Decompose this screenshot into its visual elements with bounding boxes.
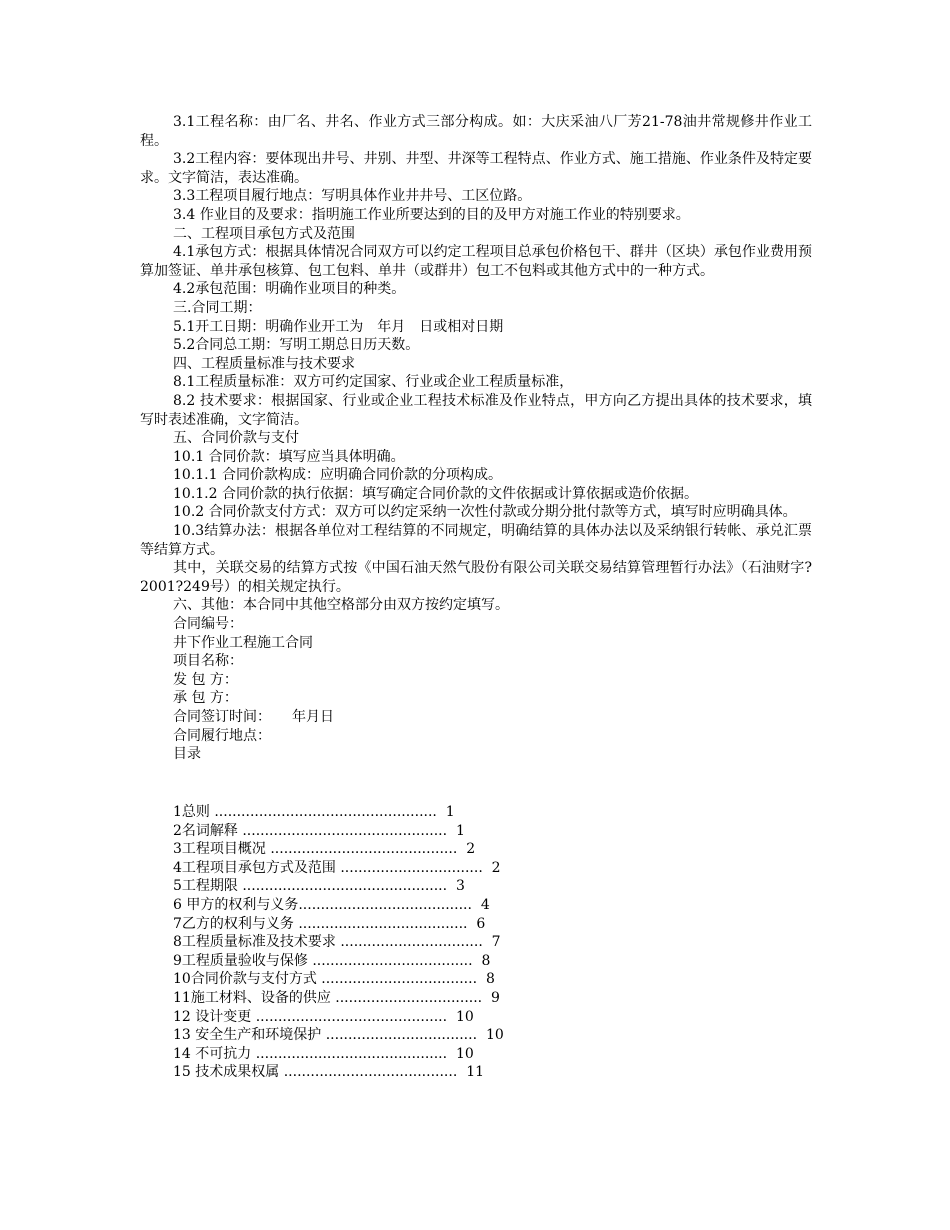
paragraph-8-1: 8.1工程质量标准：双方可约定国家、行业或企业工程质量标准， bbox=[173, 374, 574, 391]
toc-entry bbox=[173, 952, 504, 971]
signing-date-label: 合同签订时间： 年月日 bbox=[173, 709, 334, 725]
section-heading-4: 四、工程质量标准与技术要求 bbox=[173, 355, 355, 372]
toc-page-number: 8 bbox=[485, 971, 495, 988]
table-of-contents bbox=[173, 803, 504, 1082]
section-heading-6: 六、其他：本合同中其他空格部分由双方按约定填写。 bbox=[173, 597, 509, 614]
toc-page-number: 3 bbox=[455, 878, 465, 895]
employer-label: 发 包 方： bbox=[173, 671, 238, 688]
toc-leader-dots: ....................................... bbox=[298, 896, 472, 913]
toc-page-number: 2 bbox=[466, 841, 476, 858]
toc-leader-dots: ................................. bbox=[335, 989, 483, 1006]
paragraph-10-1-1: 10.1.1 合同价款构成：应明确合同价款的分项构成。 bbox=[173, 467, 502, 484]
paragraph-10-2: 10.2 合同价款支付方式：双方可以约定采纳一次性付款或分期分批付款等方式，填写时应明确具体。 bbox=[173, 504, 797, 521]
toc-entry bbox=[173, 970, 504, 989]
toc-page-number: 11 bbox=[466, 1064, 485, 1081]
toc-page-number: 7 bbox=[491, 934, 501, 951]
paragraph-3-3: 3.3工程项目履行地点：写明具体作业井井号、工区位路。 bbox=[173, 188, 532, 205]
toc-entry-label: 2名词解释 bbox=[173, 822, 243, 839]
toc-entry-label: 8工程质量标准及技术要求 bbox=[173, 934, 341, 951]
toc-entry bbox=[173, 915, 504, 934]
toc-page-number: 6 bbox=[476, 915, 486, 932]
toc-page-number: 8 bbox=[481, 952, 491, 969]
toc-leader-dots: ........................................... bbox=[255, 1045, 448, 1062]
toc-entry-label: 10合同价款与支付方式 bbox=[173, 971, 322, 988]
toc-leader-dots: .............................................. bbox=[242, 878, 448, 895]
toc-entry-label: 11施工材料、设备的供应 bbox=[173, 989, 336, 1006]
contract-number-label: 合同编号： bbox=[173, 616, 243, 633]
toc-leader-dots: .................................... bbox=[312, 952, 473, 969]
toc-leader-dots: ................................ bbox=[340, 859, 483, 876]
toc-entry bbox=[173, 859, 504, 878]
toc-entry-label: 14 不可抗力 bbox=[173, 1045, 256, 1062]
toc-leader-dots: .............................................. bbox=[242, 822, 448, 839]
project-name-label: 项目名称： bbox=[173, 653, 243, 670]
toc-leader-dots: .................................................. bbox=[214, 804, 437, 820]
toc-leader-dots: ................................... bbox=[321, 971, 478, 988]
toc-leader-dots: ................................ bbox=[340, 934, 483, 951]
toc-page-number: 2 bbox=[491, 859, 501, 876]
toc-entry-label: 1总则 bbox=[173, 804, 215, 820]
contractor-label: 承 包 方： bbox=[173, 690, 238, 707]
performance-location-label: 合同履行地点： bbox=[173, 727, 271, 744]
toc-entry bbox=[173, 896, 504, 915]
toc-leader-dots: ........................................... bbox=[255, 1008, 448, 1025]
toc-leader-dots: .................................. bbox=[325, 1027, 478, 1044]
toc-entry-label: 15 技术成果权属 bbox=[173, 1064, 284, 1081]
toc-page-number: 9 bbox=[491, 989, 500, 1006]
paragraph-10-3: 10.3结算办法：根据各单位对工程结算的不同规定，明确结算的具体办法以及采纳银行转帐、承兑汇票等结算方式。 bbox=[140, 523, 812, 558]
paragraph-5-2: 5.2合同总工期：写明工期总日历天数。 bbox=[173, 337, 420, 354]
paragraph-5-1: 5.1开工日期：明确作业开工为 年月 日或相对日期 bbox=[173, 318, 504, 335]
paragraph-3-2: 3.2工程内容：要体现出井号、井别、井型、井深等工程特点、作业方式、施工措施、作业条件及特定要求。文字简洁，表达准确。 bbox=[140, 151, 812, 186]
contract-instructions bbox=[140, 113, 812, 764]
paragraph-4-2: 4.2承包范围：明确作业项目的种类。 bbox=[173, 281, 406, 298]
paragraph-3-4: 3.4 作业目的及要求：指明施工作业所要达到的目的及甲方对施工作业的特别要求。 bbox=[173, 206, 690, 223]
section-heading-5: 五、合同价款与支付 bbox=[173, 430, 299, 447]
paragraph-8-2: 8.2 技术要求：根据国家、行业或企业工程技术标准及作业特点，甲方向乙方提出具体的技术要求，填写时表述准确，文字简洁。 bbox=[140, 392, 812, 428]
toc-entry bbox=[173, 822, 504, 841]
toc-entry-label: 9工程质量验收与保修 bbox=[173, 952, 313, 969]
paragraph-related-transactions: 其中，关联交易的结算方式按《中国石油天然气股份有限公司关联交易结算管理暂行办法》（石油财字?2001?249号）的相关规定执行。 bbox=[140, 560, 812, 595]
toc-page-number: 1 bbox=[445, 804, 455, 820]
toc-entry-label: 7乙方的权利与义务 bbox=[173, 915, 299, 932]
section-heading-3: 三.合同工期： bbox=[173, 299, 262, 316]
toc-entry-label: 3工程项目概况 bbox=[173, 841, 271, 858]
toc-entry bbox=[173, 989, 504, 1008]
toc-page-number: 10 bbox=[455, 1045, 474, 1062]
toc-heading: 目录 bbox=[173, 746, 201, 763]
toc-page-number: 1 bbox=[455, 822, 465, 839]
toc-page-number: 10 bbox=[455, 1008, 474, 1025]
toc-entry-label: 4工程项目承包方式及范围 bbox=[173, 859, 341, 876]
toc-entry bbox=[173, 877, 504, 896]
toc-leader-dots: ....................................... bbox=[283, 1064, 458, 1081]
paragraph-10-1: 10.1 合同价款：填写应当具体明确。 bbox=[173, 448, 405, 465]
toc-page-number: 10 bbox=[485, 1027, 504, 1044]
paragraph-10-1-2: 10.1.2 合同价款的执行依据：填写确定合同价款的文件依据或计算依据或造价依据。 bbox=[173, 485, 698, 502]
paragraph-3-1: 3.1工程名称：由厂名、井名、作业方式三部分构成。如：大庆采油八厂芳21-78油井常规修井作业工程。 bbox=[140, 114, 812, 149]
toc-leader-dots: .......................................... bbox=[270, 841, 458, 858]
toc-entry bbox=[173, 1045, 504, 1064]
section-heading-2: 二、工程项目承包方式及范围 bbox=[173, 225, 355, 242]
toc-entry-label: 12 设计变更 bbox=[173, 1008, 256, 1025]
toc-entry bbox=[173, 840, 504, 859]
toc-entry bbox=[173, 1008, 504, 1027]
toc-entry-label: 6 甲方的权利与义务 bbox=[173, 896, 299, 913]
toc-entry bbox=[173, 803, 504, 822]
paragraph-4-1: 4.1承包方式：根据具体情况合同双方可以约定工程项目总承包价格包干、群井（区块）承包作业费用预算加签证、单井承包核算、包工包料、单井（或群井）包工不包料或其他方式中的一种方式。 bbox=[140, 244, 812, 279]
toc-entry bbox=[173, 1026, 504, 1045]
contract-title: 井下作业工程施工合同 bbox=[173, 634, 313, 651]
toc-entry bbox=[173, 933, 504, 952]
toc-entry-label: 5工程期限 bbox=[173, 878, 243, 895]
toc-entry-label: 13 安全生产和环境保护 bbox=[173, 1027, 326, 1044]
toc-page-number: 4 bbox=[480, 896, 490, 913]
toc-leader-dots: ...................................... bbox=[298, 915, 468, 932]
toc-entry bbox=[173, 1063, 504, 1082]
